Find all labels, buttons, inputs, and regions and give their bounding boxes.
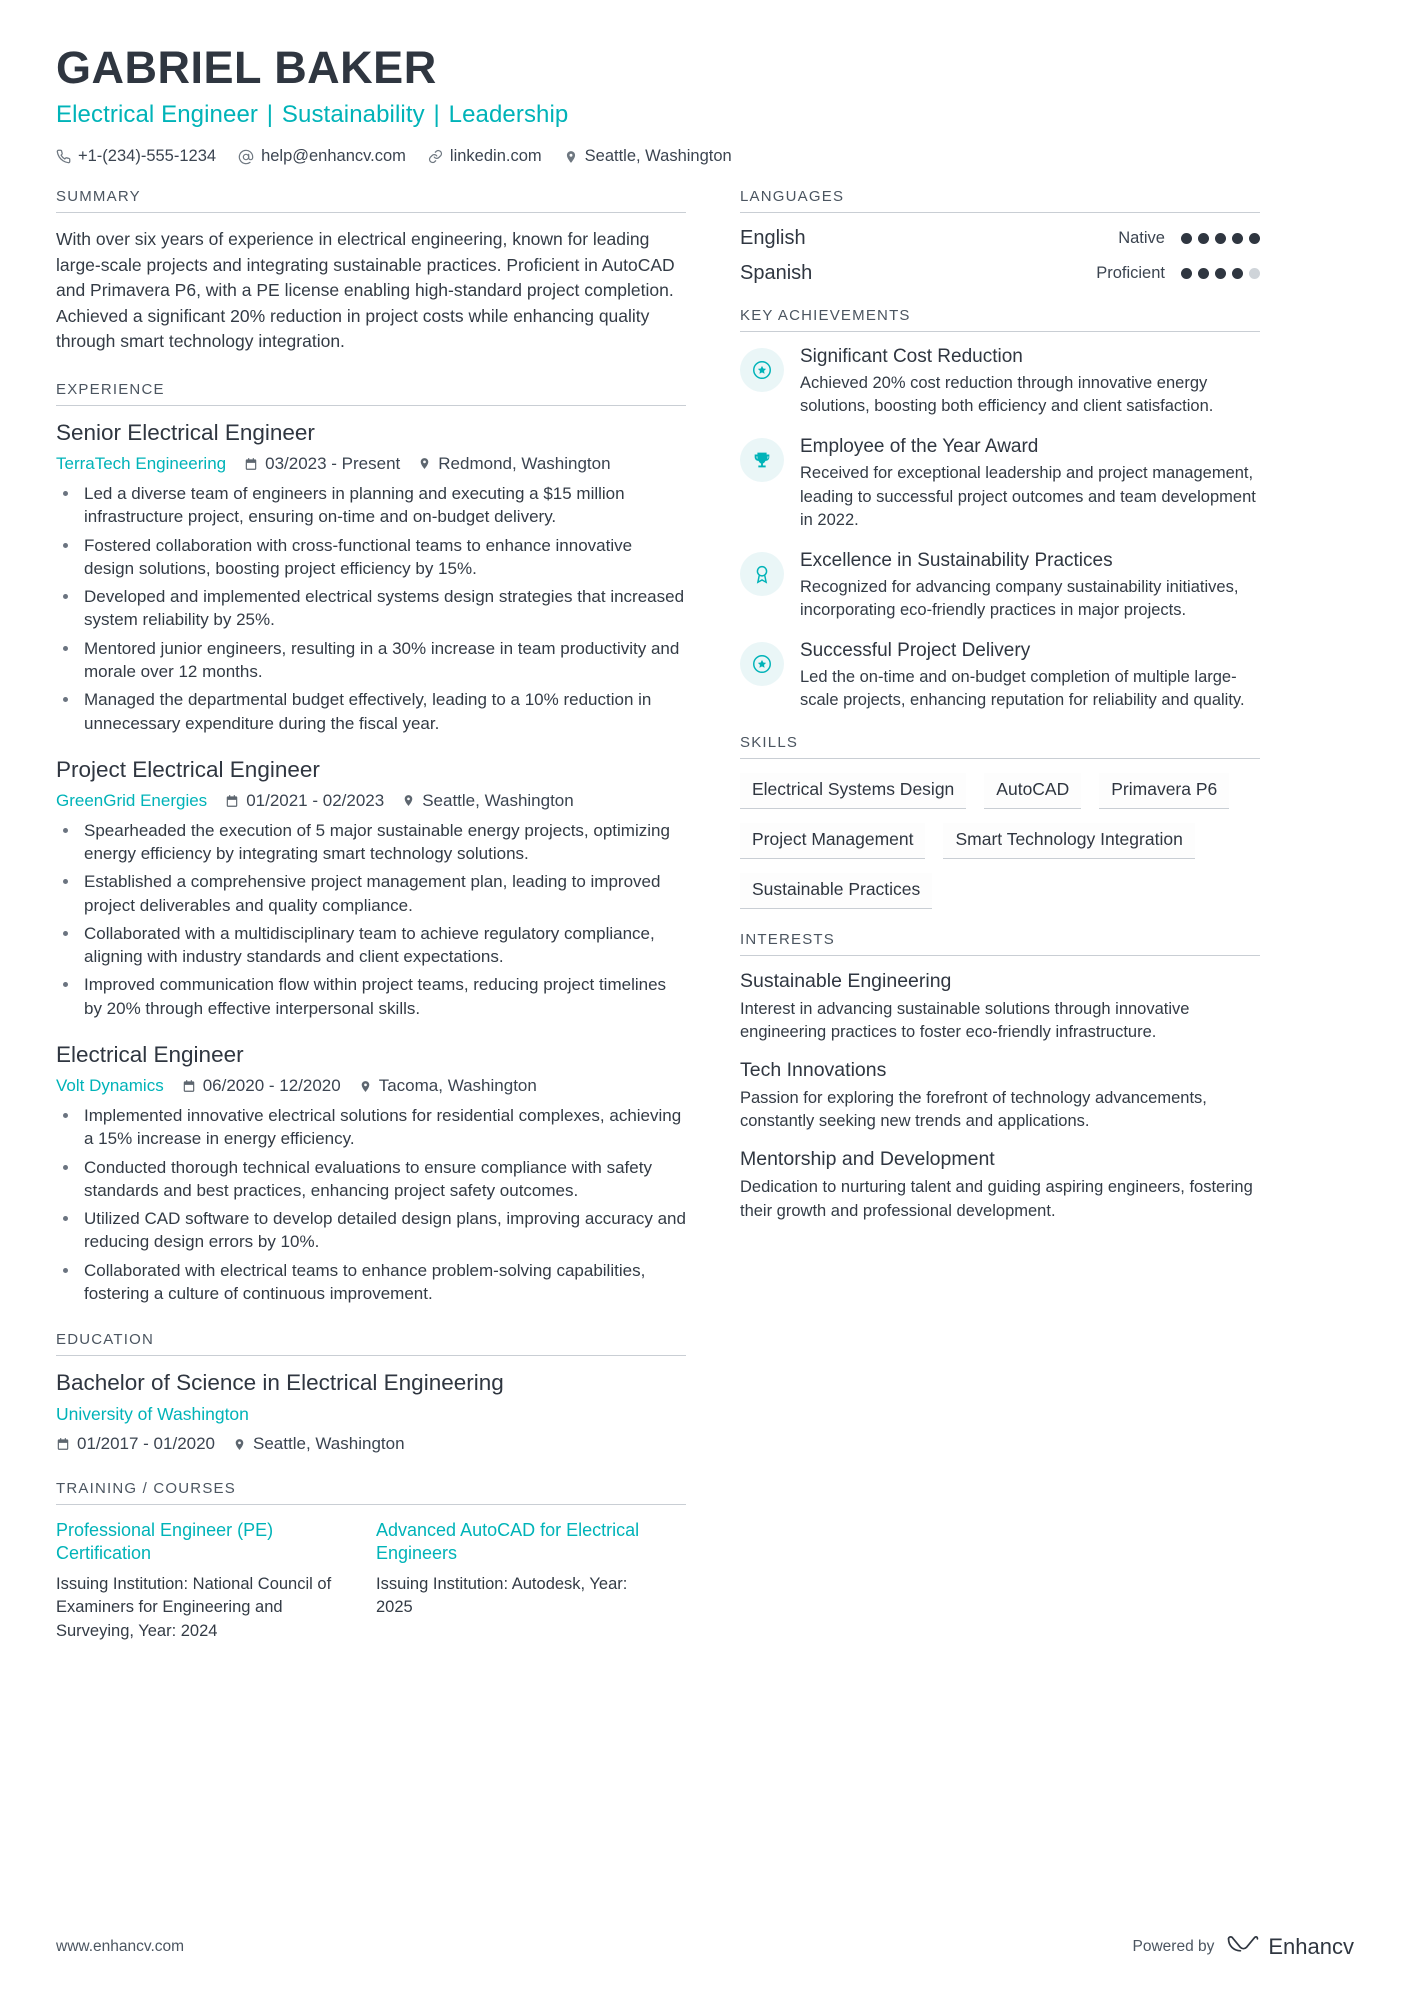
- powered-by-label: Powered by: [1132, 1938, 1215, 1955]
- location-pin-icon: [233, 1438, 246, 1451]
- dot-filled: [1215, 268, 1226, 279]
- job-bullet: • Improved communication flow within project teams, reducing project timelines by 20% through effective interpersonal skills.: [80, 973, 686, 1020]
- summary-text: With over six years of experience in electrical engineering, known for leading large-scale projects and integrating sustainable practices. Proficient in AutoCAD and Primavera P6, with a PE license enabling high-standard project completion. Achieved a significant 20% reduction in project costs while enhancing quality through smart technology integration.: [56, 229, 675, 352]
- left-column: [56, 188, 686, 1642]
- language-dots: [1181, 233, 1260, 244]
- candidate-name: GABRIEL BAKER: [56, 42, 437, 93]
- job-bullets: [56, 482, 686, 735]
- job-meta: [56, 454, 686, 474]
- education-degree: Bachelor of Science in Electrical Engineering: [56, 1370, 504, 1396]
- education-location-text: Seattle, Washington: [253, 1434, 405, 1454]
- award-ribbon-icon: [740, 552, 784, 596]
- location-pin-icon: [564, 150, 578, 164]
- headline-part-3: Leadership: [448, 101, 569, 129]
- skill-chip: Electrical Systems Design: [740, 773, 966, 809]
- section-title-education: EDUCATION: [56, 1331, 686, 1356]
- job-company: Volt Dynamics: [56, 1076, 164, 1096]
- interest-title: Mentorship and Development: [740, 1148, 995, 1171]
- job-title: Project Electrical Engineer: [56, 756, 320, 782]
- dot-filled: [1215, 233, 1226, 244]
- education-item: [56, 1370, 686, 1454]
- dot-empty: [1249, 268, 1260, 279]
- experience-item: [56, 757, 686, 1020]
- language-rating: [1118, 229, 1260, 248]
- enhancv-mark-icon: [1226, 1933, 1260, 1961]
- job-bullet: • Developed and implemented electrical systems design strategies that increased system reliability by 25%.: [80, 585, 686, 632]
- phone-icon: [56, 149, 71, 164]
- job-dates: [225, 791, 384, 811]
- achievement-title: Significant Cost Reduction: [800, 346, 1023, 368]
- job-company: GreenGrid Energies: [56, 790, 208, 810]
- job-location-text: Redmond, Washington: [438, 453, 611, 473]
- language-rating: [1096, 264, 1260, 283]
- brand-name: Enhancv: [1268, 1934, 1354, 1959]
- interest-desc: Interest in advancing sustainable solutions through innovative engineering practices to foster eco-friendly infrastructure.: [740, 1000, 1190, 1042]
- at-email-icon: [238, 149, 254, 165]
- headline-separator-2: |: [433, 101, 440, 129]
- job-location-text: Tacoma, Washington: [378, 1076, 537, 1096]
- footer-powered-by: [1133, 1933, 1354, 1961]
- candidate-headline: [56, 101, 1354, 129]
- contact-linkedin[interactable]: [428, 147, 542, 166]
- interest-item: [740, 1148, 1260, 1222]
- section-title-summary: SUMMARY: [56, 188, 686, 213]
- dot-filled: [1198, 268, 1209, 279]
- resume-body: [56, 188, 1354, 1642]
- resume-header: [56, 44, 1354, 166]
- achievement-body: [800, 640, 1260, 712]
- star-badge-icon: [740, 642, 784, 686]
- experience-item: [56, 420, 686, 735]
- job-meta: [56, 791, 686, 811]
- job-location: [359, 1076, 537, 1096]
- training-list: [56, 1519, 686, 1642]
- star-badge-icon: [740, 348, 784, 392]
- trophy-icon: [740, 438, 784, 482]
- experience-item: [56, 1042, 686, 1305]
- location-pin-icon: [359, 1080, 372, 1093]
- achievement-body: [800, 436, 1260, 531]
- training-item: [376, 1519, 666, 1642]
- achievement-desc: Recognized for advancing company sustainability initiatives, incorporating eco-friendly practices in major projects.: [800, 577, 1239, 619]
- job-bullet: • Mentored junior engineers, resulting in a 30% increase in team productivity and morale over 12 months.: [80, 637, 686, 684]
- achievement-body: [800, 550, 1260, 622]
- education-location: [233, 1434, 405, 1454]
- job-bullet: • Fostered collaboration with cross-functional teams to enhance innovative design solutions, boosting project efficiency by 15%.: [80, 534, 686, 581]
- skill-chip: AutoCAD: [984, 773, 1081, 809]
- training-desc: Issuing Institution: Autodesk, Year: 2025: [376, 1575, 628, 1617]
- job-location: [402, 791, 574, 811]
- training-name: Professional Engineer (PE) Certification: [56, 1520, 274, 1564]
- dot-filled: [1181, 268, 1192, 279]
- language-name: Spanish: [740, 262, 813, 285]
- interest-desc: Passion for exploring the forefront of technology advancements, constantly seeking new trends and applications.: [740, 1089, 1207, 1131]
- job-bullets: [56, 1104, 686, 1305]
- calendar-icon: [244, 457, 258, 471]
- job-dates-text: 01/2021 - 02/2023: [246, 790, 385, 810]
- dot-filled: [1249, 233, 1260, 244]
- calendar-icon: [225, 794, 239, 808]
- job-location: [418, 454, 610, 474]
- language-level: Proficient: [1096, 264, 1165, 283]
- job-bullet: • Led a diverse team of engineers in planning and executing a $15 million infrastructure project, ensuring on-time and on-budget delivery.: [80, 482, 686, 529]
- language-name: English: [740, 227, 806, 250]
- job-dates: [182, 1076, 341, 1096]
- calendar-icon: [182, 1079, 196, 1093]
- location-pin-icon: [418, 457, 431, 470]
- section-title-training: TRAINING / COURSES: [56, 1480, 686, 1505]
- contact-location-text: Seattle, Washington: [584, 147, 732, 166]
- job-dates: [244, 454, 400, 474]
- job-bullet: • Utilized CAD software to develop detailed design plans, improving accuracy and reducing design errors by 10%.: [80, 1207, 686, 1254]
- dot-filled: [1232, 268, 1243, 279]
- education-dates: [56, 1434, 215, 1454]
- location-pin-icon: [402, 794, 415, 807]
- skill-chip: Primavera P6: [1099, 773, 1229, 809]
- contact-location: [564, 147, 732, 166]
- calendar-icon: [56, 1437, 70, 1451]
- headline-part-1: Electrical Engineer: [56, 101, 258, 129]
- training-desc: Issuing Institution: National Council of Examiners for Engineering and Surveying, Year: 2024: [56, 1575, 332, 1640]
- section-title-interests: INTERESTS: [740, 931, 1260, 956]
- job-meta: [56, 1076, 686, 1096]
- achievement-title: Successful Project Delivery: [800, 639, 1031, 661]
- headline-part-2: Sustainability: [281, 101, 425, 129]
- education-meta: [56, 1434, 686, 1454]
- job-company: TerraTech Engineering: [56, 453, 227, 473]
- interest-item: [740, 970, 1260, 1044]
- education-school: University of Washington: [56, 1404, 249, 1425]
- job-bullet: • Implemented innovative electrical solutions for residential complexes, achieving a 15% increase in energy efficiency.: [80, 1104, 686, 1151]
- job-bullets: [56, 819, 686, 1020]
- training-item: [56, 1519, 346, 1642]
- job-bullet: • Managed the departmental budget effectively, leading to a 10% reduction in unnecessary expenditure during the fiscal year.: [80, 688, 686, 735]
- job-bullet: • Established a comprehensive project management plan, leading to improved project deliverables and quality compliance.: [80, 870, 686, 917]
- skill-chip: Smart Technology Integration: [943, 823, 1194, 859]
- dot-filled: [1198, 233, 1209, 244]
- education-dates-text: 01/2017 - 01/2020: [77, 1434, 216, 1454]
- contact-phone: [56, 147, 216, 166]
- section-title-achievements: KEY ACHIEVEMENTS: [740, 307, 1260, 332]
- section-title-experience: EXPERIENCE: [56, 381, 686, 406]
- interest-title: Tech Innovations: [740, 1059, 887, 1082]
- page-footer: [56, 1933, 1354, 1961]
- training-name: Advanced AutoCAD for Electrical Engineers: [376, 1520, 640, 1564]
- achievement-desc: Received for exceptional leadership and project management, leading to successful project outcomes and team development in 2022.: [800, 464, 1256, 529]
- job-dates-text: 03/2023 - Present: [265, 453, 401, 473]
- achievement-title: Excellence in Sustainability Practices: [800, 549, 1113, 571]
- job-title: Electrical Engineer: [56, 1042, 244, 1068]
- job-location-text: Seattle, Washington: [422, 790, 574, 810]
- achievement-item: [740, 550, 1260, 622]
- link-icon: [428, 149, 443, 164]
- brand-logo: [1226, 1933, 1354, 1961]
- achievement-item: [740, 436, 1260, 531]
- job-bullet: • Collaborated with electrical teams to enhance problem-solving capabilities, fostering a culture of continuous improvement.: [80, 1259, 686, 1306]
- skill-chip: Project Management: [740, 823, 925, 859]
- dot-filled: [1232, 233, 1243, 244]
- skill-chip: Sustainable Practices: [740, 873, 932, 909]
- language-item: [740, 227, 1260, 250]
- achievement-desc: Achieved 20% cost reduction through innovative energy solutions, boosting both efficiency and client satisfaction.: [800, 374, 1214, 416]
- interest-item: [740, 1059, 1260, 1133]
- achievement-item: [740, 640, 1260, 712]
- achievement-desc: Led the on-time and on-budget completion of multiple large-scale projects, enhancing reputation for reliability and quality.: [800, 667, 1245, 709]
- interest-title: Sustainable Engineering: [740, 970, 952, 993]
- contact-row: [56, 147, 1354, 166]
- contact-email-text: help@enhancv.com: [261, 147, 406, 166]
- job-bullet: • Spearheaded the execution of 5 major sustainable energy projects, optimizing energy efficiency by integrating smart technology solutions.: [80, 819, 686, 866]
- job-bullet: • Conducted thorough technical evaluations to ensure compliance with safety standards and best practices, enhancing project safety outcomes.: [80, 1156, 686, 1203]
- job-dates-text: 06/2020 - 12/2020: [202, 1076, 341, 1096]
- section-title-skills: SKILLS: [740, 734, 1260, 759]
- language-dots: [1181, 268, 1260, 279]
- achievement-title: Employee of the Year Award: [800, 436, 1039, 458]
- right-column: [740, 188, 1260, 1237]
- language-item: [740, 262, 1260, 285]
- headline-separator-1: |: [266, 101, 274, 129]
- dot-filled: [1181, 233, 1192, 244]
- job-title: Senior Electrical Engineer: [56, 419, 315, 445]
- footer-website[interactable]: www.enhancv.com: [56, 1938, 185, 1955]
- interest-desc: Dedication to nurturing talent and guiding aspiring engineers, fostering their growth and professional development.: [740, 1178, 1253, 1220]
- section-title-languages: LANGUAGES: [740, 188, 1260, 213]
- skills-list: [740, 773, 1260, 909]
- achievement-item: [740, 346, 1260, 418]
- achievement-body: [800, 346, 1260, 418]
- contact-phone-text: +1-(234)-555-1234: [78, 147, 217, 166]
- job-bullet: • Collaborated with a multidisciplinary team to achieve regulatory compliance, aligning with industry standards and client expectations.: [80, 922, 686, 969]
- language-level: Native: [1118, 229, 1165, 248]
- contact-linkedin-text: linkedin.com: [449, 147, 542, 166]
- contact-email: [238, 147, 406, 166]
